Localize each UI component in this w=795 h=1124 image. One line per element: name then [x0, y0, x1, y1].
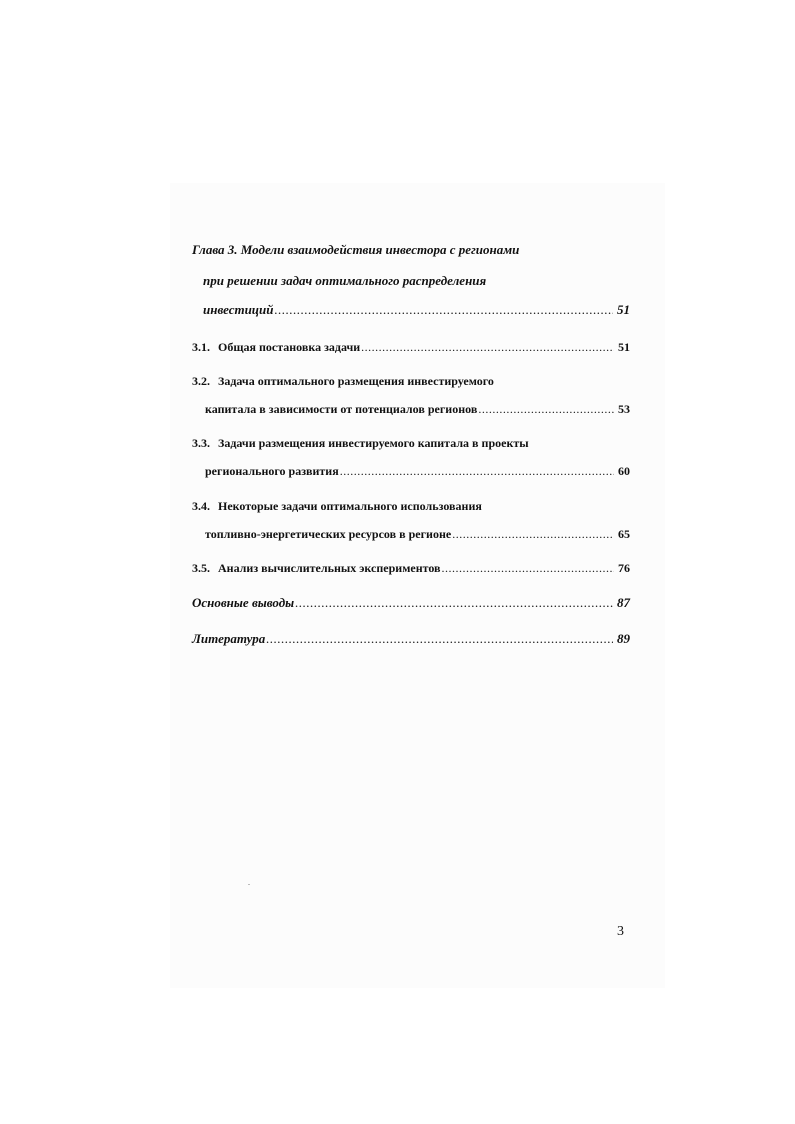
section-page: 51: [618, 340, 630, 354]
chapter3-title-line1: [192, 243, 519, 257]
chapter3-title-line2: [203, 274, 486, 288]
section-title: Некоторые задачи оптимального использования: [218, 499, 482, 513]
section-number: 3.1.: [192, 340, 210, 354]
section-title: Анализ вычислительных экспериментов: [218, 561, 441, 575]
leader-dots: [295, 596, 613, 610]
conclusions-page: 87: [617, 595, 630, 610]
leader-dots: [266, 632, 613, 646]
chapter3-page: 51: [617, 302, 630, 317]
literature-page: 89: [617, 631, 630, 646]
section-number: 3.4.: [192, 499, 210, 513]
toc-entry-3-2-line2[interactable]: [205, 402, 630, 416]
section-number: 3.5.: [192, 561, 210, 575]
leader-dots: [442, 561, 614, 575]
page-number: 3: [617, 924, 624, 939]
toc-entry-3-3-line2[interactable]: [205, 464, 630, 478]
section-title-cont: регионального развития: [205, 464, 339, 478]
toc-entry-3-5[interactable]: [192, 561, 630, 575]
section-title: Задачи размещения инвестируемого капитала в проекты: [218, 436, 529, 450]
chapter3-title-text2: при решении задач оптимального распределения: [203, 273, 487, 288]
toc-entry-3-2-line1[interactable]: [192, 374, 494, 388]
leader-dots: [340, 464, 614, 478]
section-number: 3.2.: [192, 374, 210, 388]
toc-entry-3-4-line2[interactable]: [205, 527, 630, 541]
section-page: 76: [618, 561, 630, 575]
toc-entry-conclusions[interactable]: [192, 596, 630, 610]
section-number: 3.3.: [192, 436, 210, 450]
toc-entry-3-3-line1[interactable]: [192, 436, 529, 450]
conclusions-title: Основные выводы: [192, 595, 295, 610]
toc-entry-chapter3[interactable]: [203, 303, 630, 317]
section-page: 60: [618, 464, 630, 478]
section-title-cont: топливно-энергетических ресурсов в регионе: [205, 527, 452, 541]
section-title-cont: капитала в зависимости от потенциалов регионов: [205, 402, 478, 416]
leader-dots: [361, 340, 614, 354]
chapter3-title-text1: Глава 3. Модели взаимодействия инвестора с регионами: [192, 242, 520, 257]
leader-dots: [478, 402, 614, 416]
chapter3-title-text3: инвестиций: [203, 302, 274, 317]
leader-dots: [452, 527, 614, 541]
leader-dots: [275, 303, 614, 317]
section-page: 65: [618, 527, 630, 541]
section-title: Общая постановка задачи: [218, 340, 361, 354]
literature-title: Литература: [192, 631, 266, 646]
section-page: 53: [618, 402, 630, 416]
toc-entry-3-1[interactable]: [192, 340, 630, 354]
scan-speck: [248, 884, 250, 885]
toc-entry-3-4-line1[interactable]: [192, 499, 482, 513]
toc-entry-literature[interactable]: [192, 632, 630, 646]
section-title: Задача оптимального размещения инвестируемого: [218, 374, 494, 388]
